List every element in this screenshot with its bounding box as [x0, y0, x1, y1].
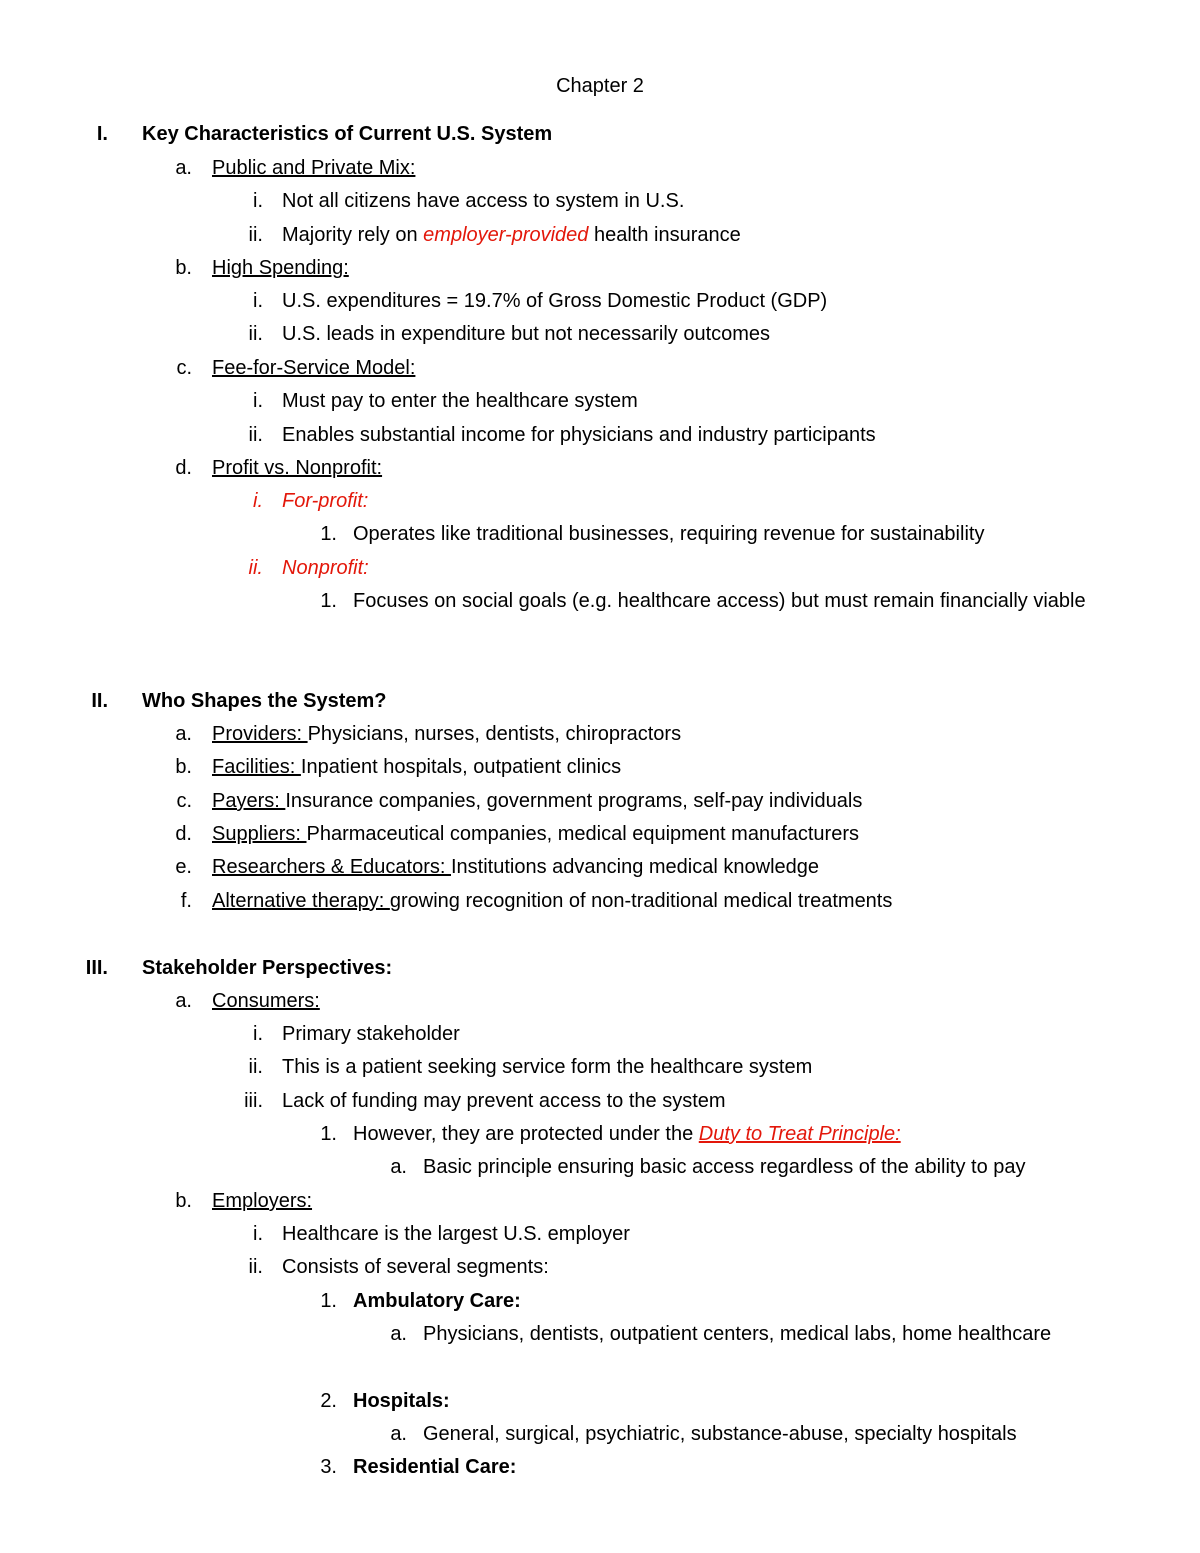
list-item: [0, 853, 1200, 886]
list-item: [0, 1087, 1200, 1120]
roman-marker: I.: [96, 123, 108, 145]
number-marker: 1.: [320, 523, 337, 545]
roman-marker: II.: [91, 690, 108, 712]
list-item: [0, 587, 1200, 653]
item-label: Providers:: [212, 723, 308, 745]
letter-marker: a.: [390, 1323, 407, 1345]
roman-marker: i.: [253, 290, 263, 312]
list-item: [0, 720, 1200, 753]
list-item: [0, 487, 1200, 520]
list-item: [0, 1153, 1200, 1186]
list-item: [0, 187, 1200, 220]
roman-marker: ii.: [248, 424, 263, 446]
list-item: [0, 287, 1200, 320]
list-item: [0, 454, 1200, 487]
roman-marker: i.: [253, 390, 263, 412]
letter-marker: a.: [175, 723, 192, 745]
list-item: [0, 354, 1200, 387]
list-item: [0, 1253, 1200, 1286]
number-marker: 2.: [320, 1390, 337, 1412]
list-item: [0, 387, 1200, 420]
item-label: Nonprofit:: [282, 557, 369, 579]
roman-marker: III.: [85, 957, 108, 979]
list-item: [0, 320, 1200, 353]
list-item: [0, 1220, 1200, 1253]
page-title: Chapter 2: [556, 75, 644, 97]
item-label: Ambulatory Care:: [353, 1290, 521, 1312]
list-item: [0, 753, 1200, 786]
roman-marker: ii.: [248, 557, 263, 579]
list-item: [0, 1320, 1200, 1386]
roman-marker: ii.: [248, 1056, 263, 1078]
text-segment: Insurance companies, government programs, self-pay individuals: [285, 790, 863, 812]
letter-marker: d.: [175, 457, 192, 479]
section-title: Stakeholder Perspectives:: [142, 957, 393, 979]
letter-marker: c.: [176, 357, 192, 379]
roman-marker: ii.: [248, 224, 263, 246]
item-text: [282, 221, 741, 249]
roman-marker: i.: [253, 1023, 263, 1045]
letter-marker: b.: [175, 756, 192, 778]
item-label: Public and Private Mix:: [212, 157, 416, 179]
item-text: Lack of funding may prevent access to the system: [282, 1090, 726, 1112]
roman-marker: ii.: [248, 1256, 263, 1278]
letter-marker: a.: [390, 1423, 407, 1445]
list-item: [0, 254, 1200, 287]
roman-marker: iii.: [244, 1090, 263, 1112]
list-item: [0, 421, 1200, 454]
list-item: [0, 154, 1200, 187]
highlight-text: Duty to Treat Principle:: [698, 1123, 901, 1145]
item-label: Fee-for-Service Model:: [212, 357, 416, 379]
list-item: [0, 787, 1200, 820]
list-item: [0, 1020, 1200, 1053]
item-text: Must pay to enter the healthcare system: [282, 390, 638, 412]
roman-marker: i.: [253, 190, 263, 212]
list-item: [0, 1420, 1200, 1453]
item-label: Consumers:: [212, 990, 320, 1012]
list-item: [0, 1053, 1200, 1086]
number-marker: 1.: [320, 1290, 337, 1312]
text-segment: Inpatient hospitals, outpatient clinics: [300, 756, 622, 778]
letter-marker: a.: [390, 1156, 407, 1178]
list-item: [0, 1120, 1200, 1153]
number-marker: 1.: [320, 590, 337, 612]
item-text: [353, 1120, 901, 1148]
section-heading-2: [0, 687, 1200, 720]
item-text: [212, 853, 819, 881]
item-text: General, surgical, psychiatric, substance-abuse, specialty hospitals: [423, 1423, 1017, 1445]
text-segment: Institutions advancing medical knowledge: [451, 856, 819, 878]
item-text: [212, 720, 681, 748]
item-text: U.S. expenditures = 19.7% of Gross Domestic Product (GDP): [282, 290, 828, 312]
item-label: Employers:: [212, 1190, 313, 1212]
item-text: [212, 820, 859, 848]
text-segment: Pharmaceutical companies, medical equipment manufacturers: [306, 823, 859, 845]
text-segment: Physicians, nurses, dentists, chiropractors: [307, 723, 682, 745]
letter-marker: d.: [175, 823, 192, 845]
item-text: Not all citizens have access to system in U.S.: [282, 190, 685, 212]
text-segment: health insurance: [588, 224, 741, 246]
text-segment: growing recognition of non-traditional medical treatments: [389, 890, 893, 912]
letter-marker: a.: [175, 157, 192, 179]
roman-marker: ii.: [248, 323, 263, 345]
item-label: Hospitals:: [353, 1390, 450, 1412]
list-item: [0, 820, 1200, 853]
list-item: [0, 554, 1200, 587]
list-item: [0, 1187, 1200, 1220]
text-segment: However, they are protected under the: [353, 1123, 699, 1145]
item-label: Profit vs. Nonprofit:: [212, 457, 383, 479]
list-item: [0, 987, 1200, 1020]
section-heading-3: [0, 954, 1200, 987]
item-text: Primary stakeholder: [282, 1023, 460, 1045]
item-text: Basic principle ensuring basic access regardless of the ability to pay: [423, 1156, 1026, 1178]
item-text: Focuses on social goals (e.g. healthcare access) but must remain financially viable: [353, 590, 1086, 612]
roman-marker: i.: [253, 1223, 263, 1245]
item-text: Consists of several segments:: [282, 1256, 549, 1278]
section-title: Key Characteristics of Current U.S. System: [142, 123, 553, 145]
letter-marker: c.: [176, 790, 192, 812]
item-text: U.S. leads in expenditure but not necessarily outcomes: [282, 323, 771, 345]
letter-marker: b.: [175, 257, 192, 279]
item-label: Alternative therapy:: [212, 890, 390, 912]
item-text: [212, 753, 621, 781]
item-text: This is a patient seeking service form the healthcare system: [282, 1056, 813, 1078]
section-title: Who Shapes the System?: [142, 690, 387, 712]
letter-marker: b.: [175, 1190, 192, 1212]
item-label: Suppliers:: [212, 823, 307, 845]
letter-marker: f.: [180, 890, 192, 912]
item-text: [212, 887, 892, 915]
item-label: Payers:: [212, 790, 286, 812]
letter-marker: a.: [175, 990, 192, 1012]
item-text: Operates like traditional businesses, requiring revenue for sustainability: [353, 523, 985, 545]
item-text: [212, 787, 862, 815]
roman-marker: i.: [253, 490, 263, 512]
letter-marker: e.: [175, 856, 192, 878]
highlight-text: employer-provided: [423, 224, 589, 246]
list-item: [0, 520, 1200, 553]
text-segment: Majority rely on: [282, 224, 424, 246]
item-label: Facilities:: [212, 756, 301, 778]
list-item: [0, 1387, 1200, 1420]
item-label: For-profit:: [282, 490, 369, 512]
list-item: [0, 221, 1200, 254]
list-item: [0, 1287, 1200, 1320]
item-text: Physicians, dentists, outpatient centers, medical labs, home healthcare: [423, 1323, 1052, 1345]
number-marker: 1.: [320, 1123, 337, 1145]
item-label: High Spending:: [212, 257, 349, 279]
item-label: Residential Care:: [353, 1456, 517, 1478]
list-item: [0, 887, 1200, 920]
section-heading-1: [0, 120, 1200, 153]
item-label: Researchers & Educators:: [212, 856, 451, 878]
item-text: Enables substantial income for physicians and industry participants: [282, 424, 876, 446]
item-text: Healthcare is the largest U.S. employer: [282, 1223, 630, 1245]
list-item: [0, 1453, 1200, 1486]
number-marker: 3.: [320, 1456, 337, 1478]
